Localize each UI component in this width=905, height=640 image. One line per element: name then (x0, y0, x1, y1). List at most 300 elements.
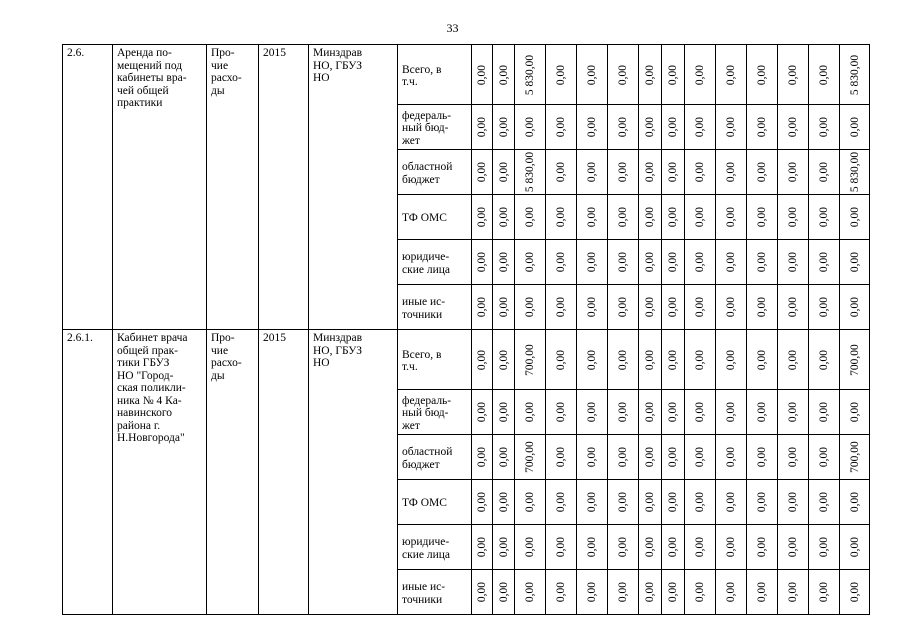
value-text: 0,00 (817, 536, 830, 558)
value-cell (662, 480, 685, 525)
value-text: 0,00 (523, 296, 536, 318)
value-text: 0,00 (475, 491, 488, 513)
value-cell (639, 240, 662, 285)
value-cell (778, 45, 809, 105)
value-cell (493, 105, 515, 150)
value-cell (662, 570, 685, 615)
value-text: 0,00 (475, 349, 488, 370)
value-text: 0,00 (585, 116, 598, 138)
value-cell (577, 285, 608, 330)
value-text: 0,00 (755, 491, 768, 513)
value-text: 0,00 (616, 296, 629, 318)
value-cell (685, 45, 716, 105)
value-text: 0,00 (497, 349, 510, 370)
value-text: 0,00 (643, 116, 656, 138)
value-cell (639, 435, 662, 480)
value-cell (778, 195, 809, 240)
value-text: 0,00 (724, 206, 737, 228)
value-text: 0,00 (848, 401, 861, 423)
value-cell (778, 525, 809, 570)
value-text: 0,00 (585, 251, 598, 273)
value-cell (546, 285, 577, 330)
value-text: 0,00 (643, 251, 656, 273)
value-cell (809, 285, 840, 330)
value-text: 0,00 (666, 116, 679, 138)
value-text: 0,00 (666, 446, 679, 468)
value-cell (747, 285, 778, 330)
value-cell (747, 435, 778, 480)
value-text: 0,00 (616, 401, 629, 423)
value-cell (662, 45, 685, 105)
value-cell (716, 240, 747, 285)
value-text: 0,00 (724, 536, 737, 558)
value-text: 0,00 (666, 64, 679, 85)
value-cell (515, 150, 546, 195)
value-cell (685, 105, 716, 150)
value-cell (840, 390, 870, 435)
value-text: 0,00 (554, 401, 567, 423)
value-cell (778, 285, 809, 330)
value-text: 0,00 (755, 64, 768, 85)
value-text: 0,00 (585, 349, 598, 370)
value-text: 0,00 (497, 446, 510, 468)
row-executor: Минздрав НО, ГБУЗ НО (309, 330, 398, 615)
value-cell (546, 150, 577, 195)
value-text: 0,00 (755, 401, 768, 423)
value-cell (716, 45, 747, 105)
value-text: 0,00 (848, 251, 861, 273)
value-text: 0,00 (786, 446, 799, 468)
value-text: 0,00 (693, 446, 706, 468)
value-cell (747, 390, 778, 435)
value-cell (546, 435, 577, 480)
value-text: 0,00 (643, 401, 656, 423)
value-text: 5 830,00 (848, 151, 861, 193)
value-cell (716, 435, 747, 480)
value-text: 0,00 (554, 64, 567, 85)
source-label: федераль- ный бюд- жет (398, 390, 472, 435)
value-text: 0,00 (786, 349, 799, 370)
value-text: 0,00 (497, 251, 510, 273)
value-text: 0,00 (755, 536, 768, 558)
value-cell (716, 480, 747, 525)
value-text: 0,00 (755, 206, 768, 228)
value-cell (662, 105, 685, 150)
source-label: Всего, в т.ч. (398, 330, 472, 390)
value-text: 0,00 (817, 161, 830, 183)
value-cell (639, 285, 662, 330)
value-text: 0,00 (616, 206, 629, 228)
value-text: 0,00 (475, 581, 488, 603)
value-cell (493, 435, 515, 480)
value-cell (546, 390, 577, 435)
value-text: 0,00 (786, 401, 799, 423)
value-cell (840, 240, 870, 285)
value-cell (472, 240, 493, 285)
value-cell (639, 330, 662, 390)
value-cell (639, 570, 662, 615)
value-cell (472, 525, 493, 570)
value-cell (472, 195, 493, 240)
value-text: 0,00 (643, 446, 656, 468)
value-cell (493, 240, 515, 285)
value-text: 0,00 (786, 64, 799, 85)
value-cell (546, 330, 577, 390)
value-cell (515, 240, 546, 285)
value-text: 0,00 (755, 296, 768, 318)
value-text: 0,00 (554, 446, 567, 468)
value-cell (608, 195, 639, 240)
value-text: 0,00 (848, 116, 861, 138)
value-cell (493, 195, 515, 240)
value-text: 0,00 (475, 251, 488, 273)
value-text: 0,00 (643, 161, 656, 183)
value-cell (778, 390, 809, 435)
value-cell (493, 390, 515, 435)
value-cell (493, 570, 515, 615)
value-text: 0,00 (523, 536, 536, 558)
value-text: 0,00 (475, 206, 488, 228)
value-cell (608, 390, 639, 435)
value-cell (840, 330, 870, 390)
value-cell (685, 570, 716, 615)
value-text: 0,00 (554, 581, 567, 603)
value-text: 0,00 (616, 446, 629, 468)
value-text: 0,00 (817, 251, 830, 273)
value-text: 0,00 (554, 491, 567, 513)
value-cell (639, 390, 662, 435)
value-text: 0,00 (817, 64, 830, 85)
source-label: областной бюджет (398, 150, 472, 195)
value-text: 0,00 (693, 251, 706, 273)
value-text: 0,00 (786, 251, 799, 273)
value-cell (515, 525, 546, 570)
value-cell (809, 150, 840, 195)
value-text: 700,00 (848, 441, 861, 473)
value-text: 0,00 (755, 116, 768, 138)
value-cell (515, 435, 546, 480)
value-text: 0,00 (817, 349, 830, 370)
value-text: 0,00 (786, 296, 799, 318)
value-cell (662, 240, 685, 285)
value-text: 0,00 (786, 491, 799, 513)
value-cell (515, 330, 546, 390)
value-text: 0,00 (666, 491, 679, 513)
value-text: 0,00 (848, 581, 861, 603)
value-cell (840, 480, 870, 525)
value-cell (809, 105, 840, 150)
value-text: 0,00 (523, 491, 536, 513)
source-label: Всего, в т.ч. (398, 45, 472, 105)
source-label: юридиче- ские лица (398, 240, 472, 285)
value-cell (662, 390, 685, 435)
value-cell (716, 525, 747, 570)
value-cell (662, 330, 685, 390)
value-text: 0,00 (724, 401, 737, 423)
value-cell (546, 45, 577, 105)
value-cell (577, 390, 608, 435)
row-code: 2.6.1. (63, 330, 113, 615)
value-text: 0,00 (724, 581, 737, 603)
value-cell (608, 435, 639, 480)
value-text: 0,00 (497, 206, 510, 228)
row-category: Про- чие расхо- ды (207, 45, 259, 330)
value-text: 0,00 (523, 581, 536, 603)
value-cell (778, 105, 809, 150)
value-cell (809, 390, 840, 435)
value-text: 0,00 (497, 401, 510, 423)
value-cell (472, 435, 493, 480)
value-cell (577, 45, 608, 105)
value-text: 0,00 (817, 491, 830, 513)
value-text: 0,00 (666, 581, 679, 603)
value-cell (577, 525, 608, 570)
value-text: 0,00 (554, 296, 567, 318)
value-cell (493, 525, 515, 570)
value-text: 0,00 (848, 296, 861, 318)
value-text: 0,00 (848, 206, 861, 228)
value-text: 0,00 (848, 491, 861, 513)
value-text: 0,00 (817, 401, 830, 423)
value-text: 0,00 (666, 251, 679, 273)
table-row (63, 45, 870, 105)
value-text: 0,00 (693, 401, 706, 423)
value-text: 0,00 (475, 161, 488, 183)
value-cell (639, 45, 662, 105)
value-text: 0,00 (724, 349, 737, 370)
value-text: 0,00 (693, 161, 706, 183)
value-text: 0,00 (755, 161, 768, 183)
value-text: 0,00 (497, 116, 510, 138)
value-cell (546, 480, 577, 525)
value-text: 0,00 (755, 581, 768, 603)
value-text: 0,00 (585, 161, 598, 183)
value-text: 0,00 (786, 581, 799, 603)
value-cell (685, 330, 716, 390)
value-cell (493, 480, 515, 525)
value-cell (662, 195, 685, 240)
value-cell (716, 150, 747, 195)
value-cell (716, 570, 747, 615)
value-cell (662, 285, 685, 330)
value-text: 0,00 (643, 581, 656, 603)
value-text: 0,00 (616, 64, 629, 85)
source-label: областной бюджет (398, 435, 472, 480)
value-text: 0,00 (724, 64, 737, 85)
value-text: 0,00 (666, 401, 679, 423)
value-cell (716, 105, 747, 150)
value-cell (472, 330, 493, 390)
value-cell (747, 150, 778, 195)
value-text: 0,00 (554, 349, 567, 370)
row-year: 2015 (259, 330, 309, 615)
value-text: 0,00 (643, 206, 656, 228)
value-text: 0,00 (475, 296, 488, 318)
value-cell (515, 105, 546, 150)
source-label: ТФ ОМС (398, 195, 472, 240)
source-label: юридиче- ские лица (398, 525, 472, 570)
value-cell (809, 525, 840, 570)
value-text: 0,00 (724, 296, 737, 318)
source-label: ТФ ОМС (398, 480, 472, 525)
value-cell (778, 480, 809, 525)
value-cell (809, 240, 840, 285)
value-cell (840, 45, 870, 105)
value-text: 0,00 (475, 446, 488, 468)
value-cell (608, 330, 639, 390)
value-text: 0,00 (554, 206, 567, 228)
value-text: 0,00 (817, 296, 830, 318)
value-text: 0,00 (475, 536, 488, 558)
value-text: 0,00 (724, 251, 737, 273)
value-cell (747, 330, 778, 390)
value-text: 0,00 (585, 491, 598, 513)
value-cell (639, 525, 662, 570)
budget-table (62, 44, 870, 615)
value-cell (840, 435, 870, 480)
value-cell (747, 525, 778, 570)
value-cell (515, 390, 546, 435)
value-cell (515, 285, 546, 330)
value-cell (577, 570, 608, 615)
value-cell (577, 480, 608, 525)
value-cell (608, 150, 639, 195)
value-text: 0,00 (497, 64, 510, 85)
value-cell (809, 435, 840, 480)
value-text: 0,00 (643, 491, 656, 513)
value-text: 0,00 (616, 251, 629, 273)
value-cell (716, 285, 747, 330)
value-cell (747, 45, 778, 105)
value-text: 0,00 (585, 64, 598, 85)
value-text: 5 830,00 (848, 54, 861, 95)
value-cell (493, 45, 515, 105)
value-text: 0,00 (786, 116, 799, 138)
value-cell (840, 570, 870, 615)
value-cell (608, 45, 639, 105)
value-text: 0,00 (585, 296, 598, 318)
value-cell (809, 195, 840, 240)
value-cell (608, 105, 639, 150)
value-cell (809, 480, 840, 525)
value-text: 0,00 (523, 251, 536, 273)
value-text: 0,00 (554, 116, 567, 138)
value-text: 0,00 (755, 446, 768, 468)
row-name: Кабинет врача общей прак- тики ГБУЗ НО "Город- ская поликли- ника № 4 Ка- навинского района г. Н.Новгорода" (113, 330, 207, 615)
value-text: 0,00 (554, 161, 567, 183)
value-text: 700,00 (848, 343, 861, 376)
value-text: 0,00 (554, 536, 567, 558)
value-cell (472, 390, 493, 435)
value-cell (515, 195, 546, 240)
value-text: 5 830,00 (523, 151, 536, 193)
value-text: 0,00 (666, 349, 679, 370)
value-cell (515, 45, 546, 105)
value-text: 0,00 (497, 161, 510, 183)
value-text: 0,00 (585, 206, 598, 228)
value-text: 0,00 (817, 206, 830, 228)
value-cell (685, 240, 716, 285)
value-text: 0,00 (693, 296, 706, 318)
value-cell (840, 105, 870, 150)
value-cell (840, 150, 870, 195)
value-text: 0,00 (585, 446, 598, 468)
value-text: 0,00 (616, 116, 629, 138)
value-text: 700,00 (523, 441, 536, 473)
value-text: 0,00 (666, 296, 679, 318)
source-label: федераль- ный бюд- жет (398, 105, 472, 150)
value-cell (778, 435, 809, 480)
value-cell (639, 480, 662, 525)
value-cell (546, 525, 577, 570)
value-cell (577, 195, 608, 240)
value-cell (608, 570, 639, 615)
value-text: 0,00 (475, 401, 488, 423)
value-text: 0,00 (693, 64, 706, 85)
value-cell (809, 570, 840, 615)
value-cell (577, 105, 608, 150)
value-cell (639, 195, 662, 240)
value-cell (493, 285, 515, 330)
value-text: 0,00 (786, 161, 799, 183)
value-text: 0,00 (848, 536, 861, 558)
value-text: 0,00 (643, 64, 656, 85)
value-cell (608, 285, 639, 330)
value-text: 5 830,00 (523, 54, 536, 95)
value-cell (778, 150, 809, 195)
value-cell (515, 570, 546, 615)
value-text: 0,00 (666, 536, 679, 558)
value-cell (546, 195, 577, 240)
value-cell (639, 105, 662, 150)
value-text: 0,00 (523, 206, 536, 228)
value-text: 0,00 (497, 296, 510, 318)
value-text: 0,00 (554, 251, 567, 273)
value-text: 0,00 (475, 116, 488, 138)
value-text: 0,00 (666, 161, 679, 183)
value-text: 0,00 (693, 206, 706, 228)
value-cell (608, 525, 639, 570)
value-cell (577, 330, 608, 390)
value-cell (662, 435, 685, 480)
value-text: 0,00 (693, 491, 706, 513)
value-cell (685, 150, 716, 195)
source-label: иные ис- точники (398, 570, 472, 615)
value-text: 0,00 (817, 446, 830, 468)
value-cell (472, 105, 493, 150)
value-text: 0,00 (755, 251, 768, 273)
value-cell (685, 195, 716, 240)
value-text: 0,00 (643, 296, 656, 318)
value-text: 0,00 (616, 581, 629, 603)
value-cell (809, 45, 840, 105)
value-text: 0,00 (643, 536, 656, 558)
row-year: 2015 (259, 45, 309, 330)
value-cell (747, 195, 778, 240)
value-cell (747, 570, 778, 615)
value-cell (577, 435, 608, 480)
value-cell (778, 240, 809, 285)
value-text: 0,00 (724, 446, 737, 468)
value-text: 0,00 (786, 206, 799, 228)
value-cell (577, 240, 608, 285)
value-cell (608, 240, 639, 285)
value-cell (472, 480, 493, 525)
value-cell (716, 330, 747, 390)
value-cell (778, 330, 809, 390)
value-cell (662, 525, 685, 570)
value-text: 0,00 (585, 581, 598, 603)
